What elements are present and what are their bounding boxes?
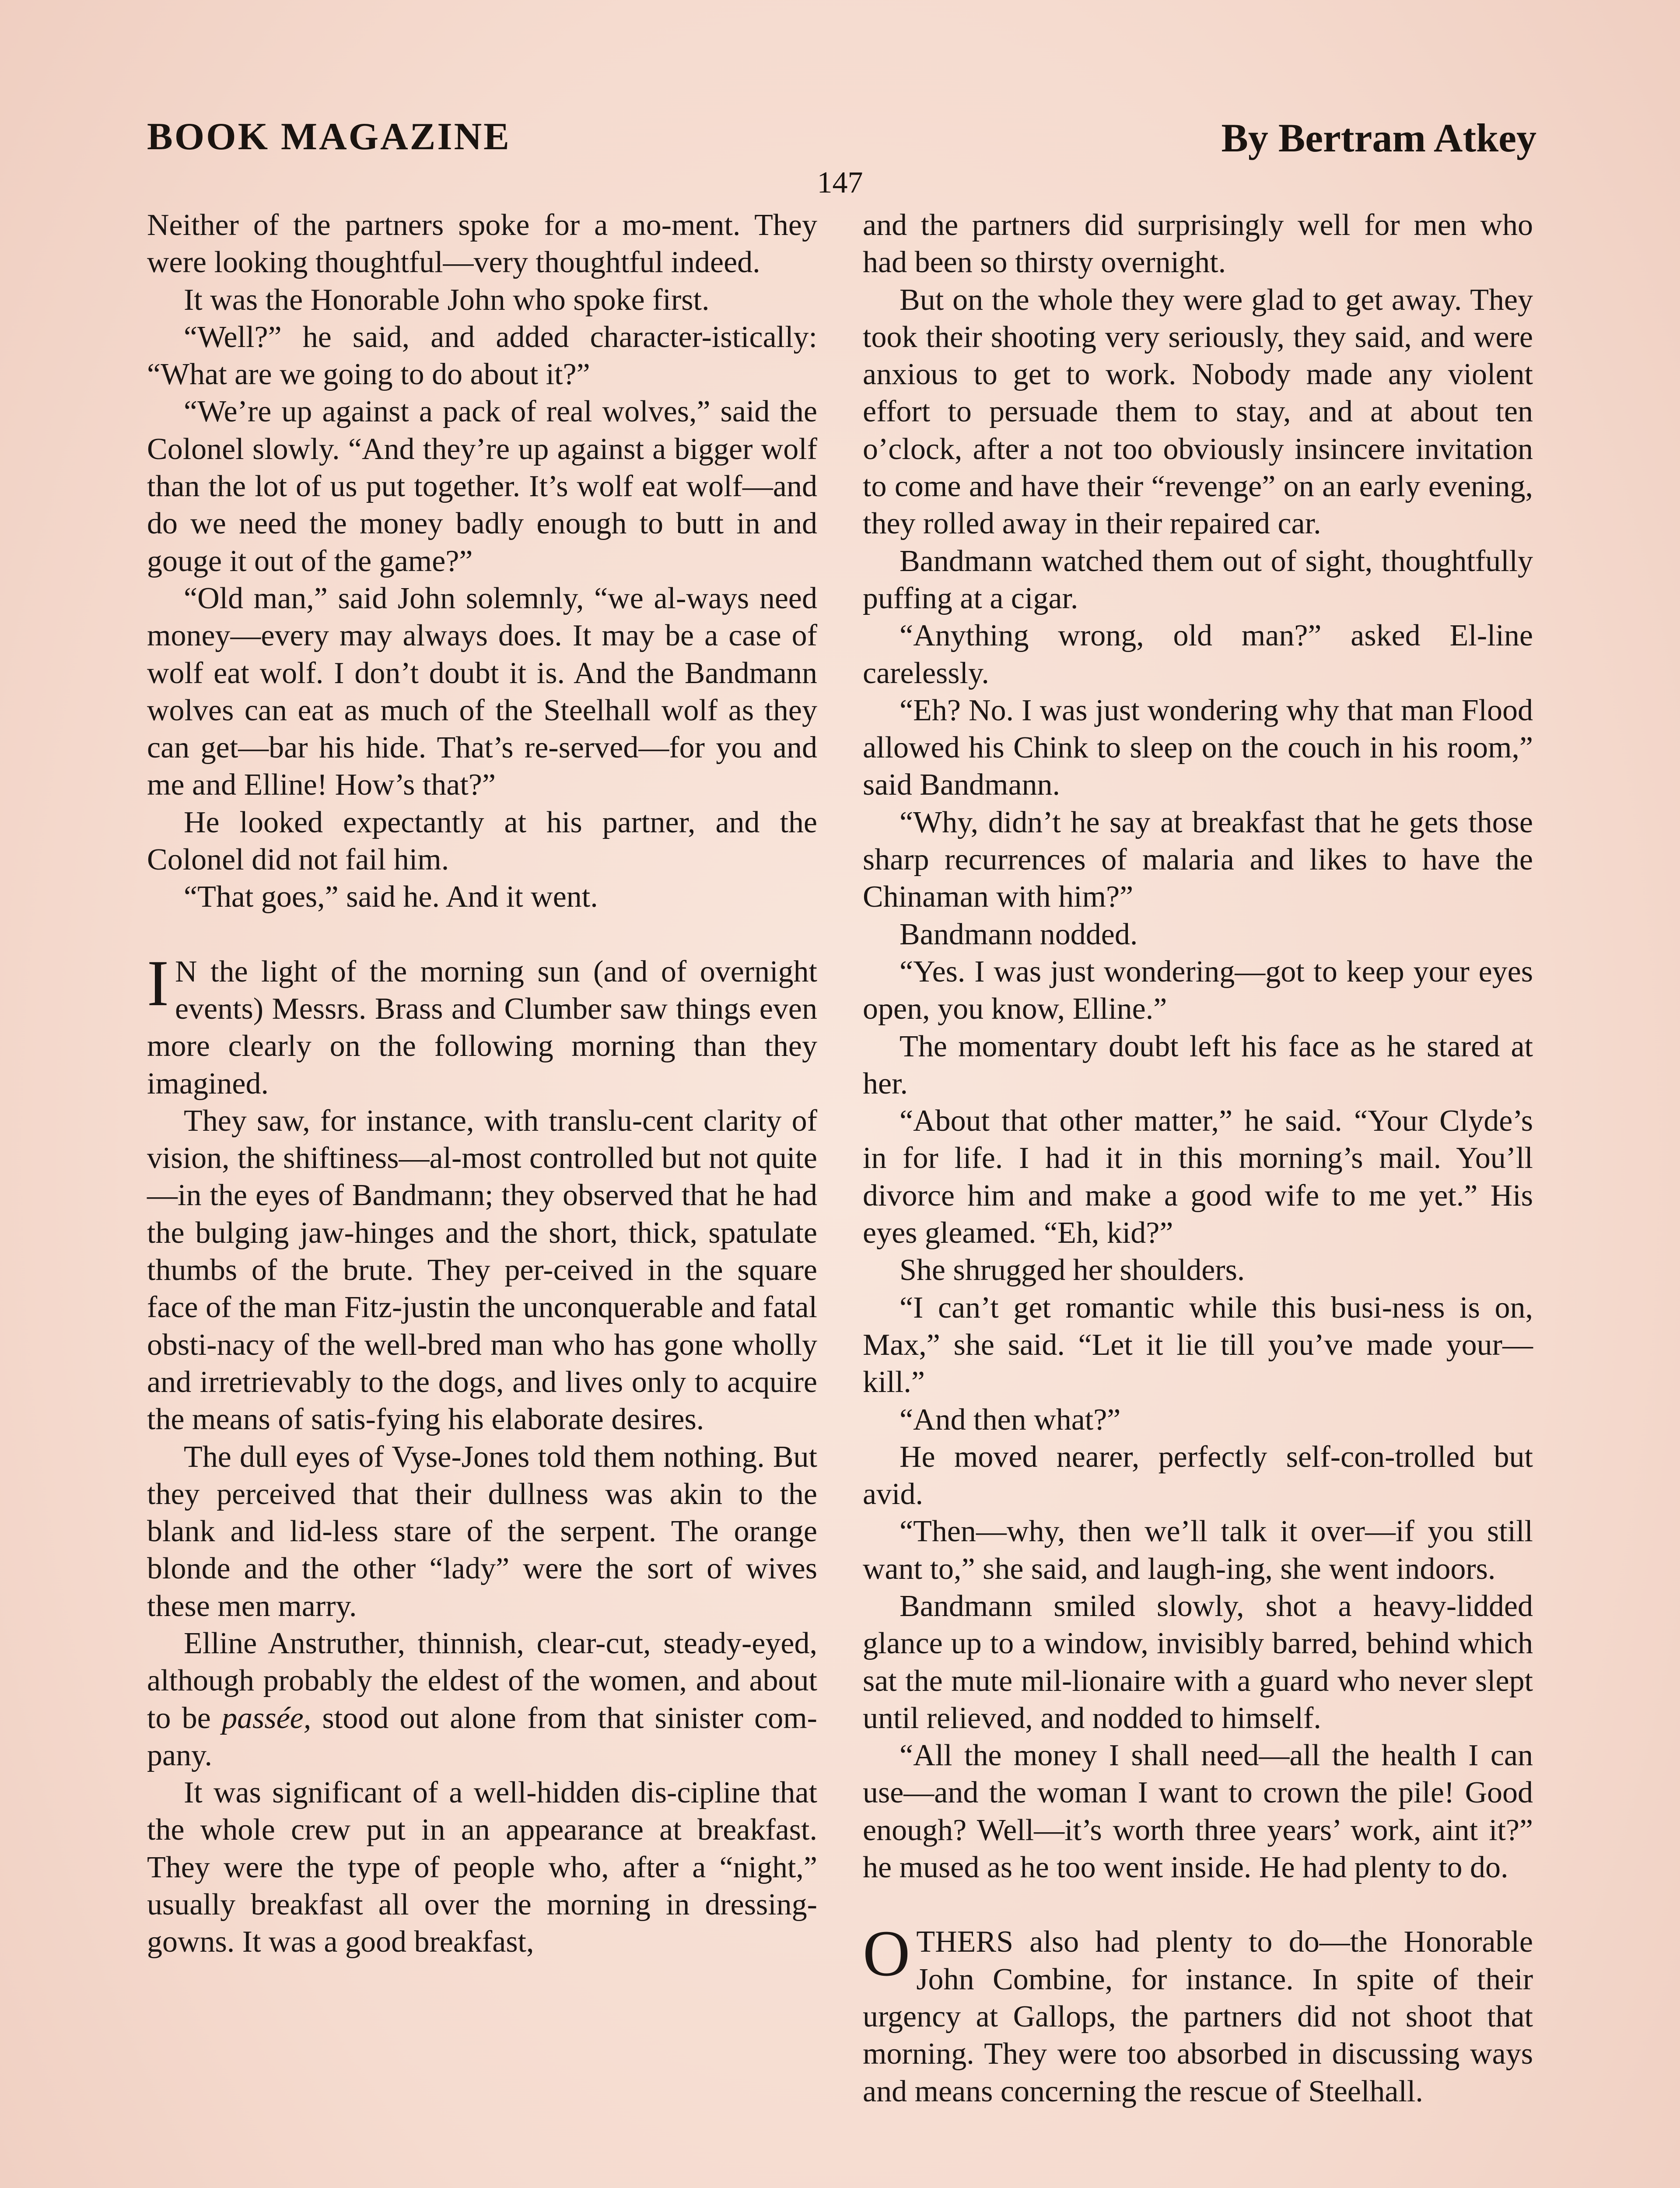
paragraph-text: THERS also had plenty to do—the Honorable John Combine, for instance. In spite of their urgency at Gallops, the partners did not shoot that morning. They were too absorbed in discussing ways and means concerning the rescue of Steelhall. [863,1925,1533,2108]
paragraph: Bandmann nodded. [900,917,1138,951]
paragraph: They saw, for instance, with translu-cent clarity of vision, the shiftiness—al-most controlled but not quite—in the eyes of Bandmann; they observed that he had the bulging jaw-hinges and the short, thick, spatulate thumbs of the brute. They per-ceived in the square face of the man Fitz-justin the unconquerable and fatal obsti-nacy of the well-bred man who has gone wholly and irretrievably to the dogs, and lives only to acquire the means of satis-fying his elaborate desires. [147,1104,817,1437]
paragraph-text: stood out alone from that sinister com-pany. [147,1701,817,1772]
paragraph: “That goes,” said he. And it went. [184,880,598,914]
paragraph: The momentary doubt left his face as he stared at her. [863,1029,1533,1101]
paragraph: He moved nearer, perfectly self-con-trolled but avid. [863,1440,1533,1511]
paragraph: “Old man,” said John solemnly, “we al-ways need money—every may always does. It may be a case of wolf eat wolf. I don’t doubt it is. And the Bandmann wolves can eat as much of the Steelhall wolf as they can get—bar his hide. That’s re-served—for you and me and Elline! How’s that?” [147,581,817,802]
header-publication: BOOK MAGAZINE [147,116,511,158]
right-column [863,207,1533,2110]
paragraph: “And then what?” [900,1403,1121,1437]
section-opening-paragraph [863,1917,1533,2110]
paragraph-text: Elline Anstruther, thinnish, clear-cut, steady-eyed, although probably the eldest of the women, and about to be [147,1626,817,1735]
paragraph [147,1625,817,1774]
paragraph: “I can’t get romantic while this busi-ness is on, Max,” she said. “Let it lie till you’ve made your—kill.” [863,1290,1533,1399]
paragraph-text: N the light of the morning sun (and of overnight events) Messrs. Brass and Clumber saw things even more clearly on the following morning than they imagined. [147,954,817,1101]
drop-cap: I [147,947,169,1020]
paragraph: “We’re up against a pack of real wolves,” said the Colonel slowly. “And they’re up against a bigger wolf than the lot of us put together. It’s wolf eat wolf—and do we need the money badly enough to butt in and gouge it out of the game?” [147,395,817,578]
page-number: 147 [817,166,863,200]
paragraph: “All the money I shall need—all the health I can use—and the woman I want to crown the pile! Good enough? Well—it’s worth three years’ work, aint it?” he mused as he too went inside. He had plenty to do. [863,1739,1533,1885]
italic-word: passée, [222,1701,312,1735]
left-column [147,207,817,1961]
paragraph: “About that other matter,” he said. “Your Clyde’s in for life. I had it in this morning’s mail. You’ll divorce him and make a good wife to me yet.” His eyes gleamed. “Eh, kid?” [863,1104,1533,1250]
paragraph: Bandmann watched them out of sight, thoughtfully puffing at a cigar. [863,544,1533,615]
paragraph: “Well?” he said, and added character-istically: “What are we going to do about it?” [147,320,817,392]
paragraph: He looked expectantly at his partner, and the Colonel did not fail him. [147,805,817,877]
paragraph: “Yes. I was just wondering—got to keep your eyes open, you know, Elline.” [863,954,1533,1026]
header-author: By Bertram Atkey [1221,116,1536,160]
paragraph: “Then—why, then we’ll talk it over—if you still want to,” she said, and laugh-ing, she went indoors. [863,1515,1533,1586]
paragraph: But on the whole they were glad to get away. They took their shooting very seriously, they said, and were anxious to get to work. Nobody made any violent effort to persuade them to stay, and at about ten o’clock, after a not too obviously insincere invitation to come and have their “revenge” on an early evening, they rolled away in their repaired car. [863,283,1533,541]
paragraph: “Why, didn’t he say at breakfast that he gets those sharp recurrences of malaria and likes to have the Chinaman with him?” [863,805,1533,914]
paragraph: She shrugged her shoulders. [900,1253,1245,1287]
paragraph: The dull eyes of Vyse-Jones told them nothing. But they perceived that their dullness was akin to the blank and lid-less stare of the serpent. The orange blonde and the other “lady” were the sort of wives these men marry. [147,1440,817,1623]
drop-cap: O [863,1917,910,1990]
paragraph: Neither of the partners spoke for a mo-ment. They were looking thoughtful—very thoughtful indeed. [147,208,817,280]
paragraph: Bandmann smiled slowly, shot a heavy-lidded glance up to a window, invisibly barred, behind which sat the mute mil-lionaire with a guard who never slept until relieved, and nodded to himself. [863,1589,1533,1735]
paragraph: It was the Honorable John who spoke first. [184,283,710,317]
paragraph: “Eh? No. I was just wondering why that man Flood allowed his Chink to sleep on the couch in his room,” said Bandmann. [863,693,1533,802]
paragraph: “Anything wrong, old man?” asked El-line carelessly. [863,619,1533,690]
paragraph: and the partners did surprisingly well for men who had been so thirsty overnight. [863,208,1533,280]
paragraph: It was significant of a well-hidden dis-cipline that the whole crew put in an appearance at breakfast. They were the type of people who, after a “night,” usually breakfast all over the morning in dressing-gowns. It was a good breakfast, [147,1776,817,1959]
section-opening-paragraph [147,947,817,1102]
